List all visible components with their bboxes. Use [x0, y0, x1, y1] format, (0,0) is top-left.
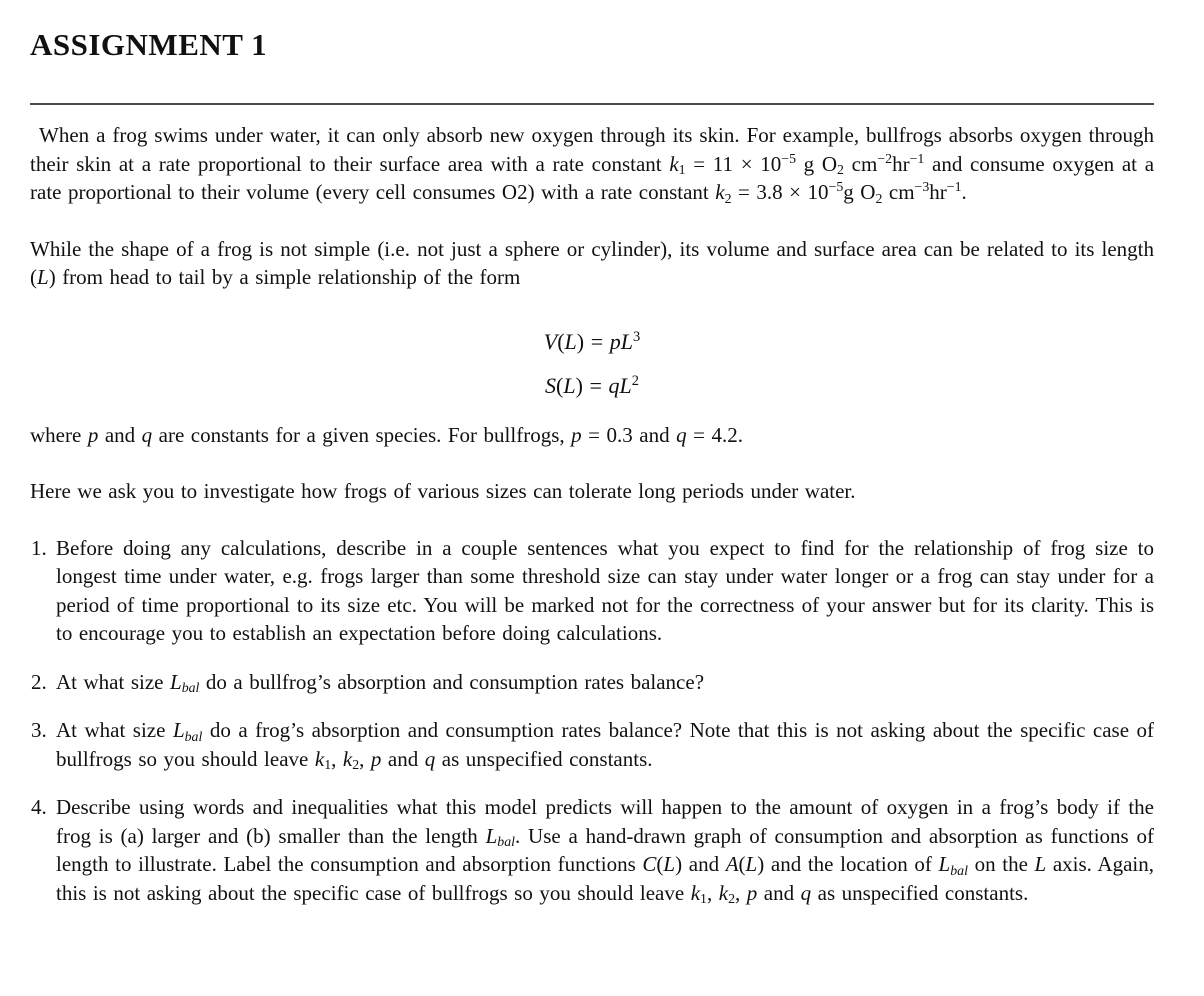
text-run: 1 — [678, 162, 686, 178]
list-item — [30, 716, 1154, 773]
text-run: A — [725, 852, 739, 876]
text-run: At what size — [56, 718, 173, 742]
list-item-text — [56, 795, 1154, 905]
text-run: bal — [181, 680, 200, 696]
list-item-text — [56, 536, 1154, 646]
text-run: ( — [557, 328, 565, 354]
list-item-number: 4. — [31, 795, 47, 819]
text-run: bal — [950, 862, 968, 878]
text-run: and — [757, 880, 801, 905]
text-run: 2 — [875, 190, 883, 206]
text-run: k — [342, 746, 353, 771]
text-run: 2 — [631, 372, 640, 389]
list-item — [30, 668, 1154, 697]
text-run: ) = — [576, 328, 610, 354]
text-run: k — [690, 880, 701, 905]
text-run: = 3.8 × 10 — [731, 180, 829, 204]
text-run: bal — [497, 834, 515, 850]
text-run: and consume oxygen at a rate proportional to their volume (every cell consumes O2) with a rate constant — [30, 151, 1155, 204]
text-run: 2 — [728, 891, 735, 907]
question-list — [30, 534, 1154, 908]
paragraph — [30, 477, 1154, 506]
text-run: g O — [843, 180, 876, 204]
text-run: k — [669, 151, 679, 176]
text-run: 2 — [724, 190, 732, 206]
text-run: q — [800, 880, 812, 905]
list-item — [30, 793, 1154, 907]
list-item-text — [56, 718, 1154, 771]
text-run: g O — [796, 151, 838, 176]
page-title: ASSIGNMENT 1 — [30, 27, 268, 62]
text-run: Here we ask you to investigate how frogs of various sizes can tolerate long periods under water. — [30, 479, 856, 503]
paragraph — [30, 421, 1154, 450]
text-run: and — [381, 746, 425, 771]
text-run: V — [543, 328, 558, 354]
text-run: L — [172, 718, 185, 742]
text-run: 1 — [324, 757, 332, 773]
text-run: At what size — [56, 669, 170, 694]
text-run: L — [564, 328, 577, 354]
paragraph — [30, 235, 1154, 292]
text-run: While the shape of a frog is not simple (i.e. not just a sphere or cylinder), its volume and surface area can be related to its length ( — [30, 236, 1154, 289]
text-run: bal — [184, 728, 203, 744]
text-run: 3 — [632, 328, 641, 345]
text-run: , — [706, 880, 719, 905]
text-run: L — [37, 265, 49, 289]
text-run: = 0.3 and — [581, 422, 677, 447]
text-run: k — [715, 180, 725, 204]
text-run: Before doing any calculations, describe in a couple sentences what you expect to find for the relationship of frog size to longest time under water, e.g. frogs larger than some threshold size can stay under water longer or a frog can stay under for a period of time proportional to its size etc. You will be marked not for the correctness of your answer but for its clarity. This is to encourage you to establish an expectation before doing calculations. — [56, 535, 1154, 645]
text-run: 1 — [700, 891, 707, 907]
text-run: L — [563, 372, 576, 398]
text-run: pL — [609, 328, 633, 354]
text-run: When a frog swims under water, it can only absorb new oxygen through its skin. For example, bullfrogs absorbs oxygen through their skin at a rate proportional to their surface area with a rate constant — [30, 123, 1154, 176]
text-run: ( — [738, 852, 746, 876]
text-run: ) from head to tail by a simple relationship of the form — [48, 265, 521, 289]
text-run: are constants for a given species. For bullfrogs, — [152, 422, 572, 447]
text-run: L — [1034, 852, 1047, 876]
text-run: , — [331, 746, 343, 771]
text-run: −2 — [877, 150, 893, 166]
list-item-number: 1. — [31, 535, 47, 560]
text-run: L — [938, 852, 951, 876]
text-run: k — [718, 880, 729, 905]
text-run: = 4.2. — [686, 422, 743, 447]
title-divider — [30, 103, 1154, 105]
text-run: cm — [882, 180, 915, 204]
text-run: q — [676, 422, 687, 447]
text-run: C — [642, 852, 657, 876]
list-item — [30, 534, 1154, 648]
document-body — [30, 121, 1154, 907]
text-run: and — [98, 422, 142, 447]
text-run: −1 — [909, 150, 925, 166]
text-run: p — [370, 746, 382, 771]
text-run: on the — [967, 852, 1035, 876]
text-run: 2 — [352, 757, 360, 773]
text-run: where — [30, 422, 88, 447]
text-run: . Use a hand-drawn graph of consumption and absorption as functions of length to illustrate. Label the consumption and absorption functions — [56, 823, 1155, 876]
text-run: −5 — [828, 179, 844, 195]
list-item-number: 3. — [31, 718, 47, 742]
text-run: qL — [608, 372, 632, 398]
equation-line — [30, 364, 1154, 408]
text-run: −5 — [781, 150, 796, 166]
text-run: −3 — [914, 179, 930, 195]
text-run: do a bullfrog’s absorption and consumption rates balance? — [199, 669, 705, 694]
text-run: = 11 × 10 — [685, 151, 782, 176]
text-run: −1 — [946, 179, 962, 195]
text-run: ) = — [575, 372, 609, 398]
text-run: p — [746, 880, 758, 905]
text-run: hr — [929, 180, 947, 204]
text-run: cm — [843, 151, 878, 176]
text-run: k — [314, 746, 325, 771]
text-run: Describe using words and inequalities what this model predicts will happen to the amount of oxygen in a frog’s body if the frog is (a) larger and (b) smaller than the length — [56, 795, 1154, 848]
equation-block — [30, 320, 1154, 408]
text-run: ) and — [675, 852, 726, 876]
text-run: as unspecified constants. — [435, 746, 653, 771]
text-run: ) and the location of — [757, 852, 939, 876]
text-run: hr — [892, 151, 910, 176]
paragraph — [30, 121, 1154, 207]
text-run: L — [745, 852, 758, 876]
text-run: . — [961, 180, 967, 204]
text-run: S — [544, 372, 556, 398]
text-run: q — [141, 422, 153, 447]
list-item-number: 2. — [31, 669, 47, 694]
text-run: p — [571, 422, 582, 447]
text-run: p — [87, 422, 99, 447]
text-run: q — [424, 746, 436, 771]
text-run: L — [170, 669, 182, 694]
text-run: , — [735, 880, 747, 905]
text-run: ( — [656, 852, 664, 876]
list-item-text — [56, 670, 704, 694]
text-run: 2 — [837, 162, 844, 178]
text-run: as unspecified constants. — [811, 880, 1029, 905]
text-run: , — [359, 746, 371, 771]
text-run: axis. Again, this is not asking about the specific case of bullfrogs so you should leave — [56, 852, 1154, 905]
equation-line — [30, 320, 1154, 364]
text-run: L — [485, 823, 498, 848]
text-run: ( — [555, 372, 564, 398]
text-run: do a frog’s absorption and consumption rates balance? Note that this is not asking about the specific case of bullfrogs so you should leave — [56, 718, 1154, 771]
text-run: L — [663, 852, 676, 876]
